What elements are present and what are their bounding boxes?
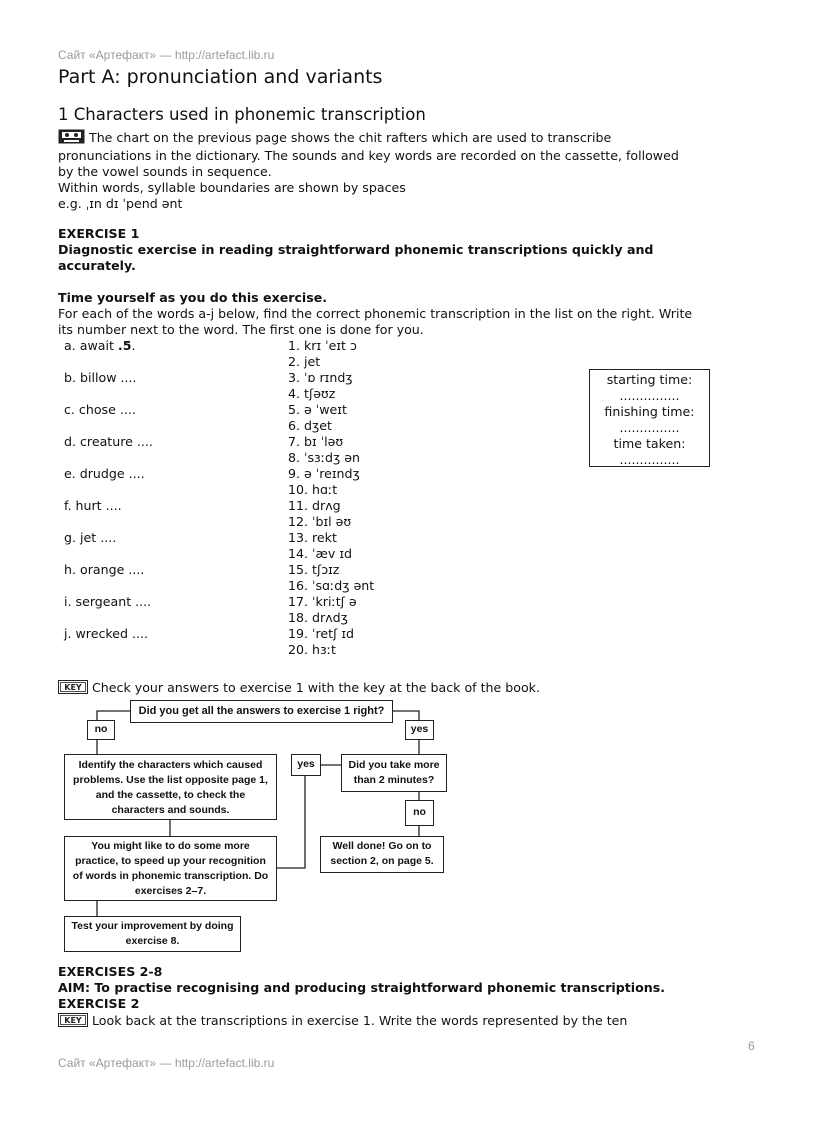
flowchart-yes: yes	[405, 720, 434, 740]
list-item: d. creature ....	[64, 434, 153, 449]
exercise1-aim-2: accurately.	[58, 258, 136, 273]
exercises-2-8-block	[58, 964, 778, 1031]
list-item: 20. hɜːt	[288, 642, 336, 657]
list-item: g. jet ....	[64, 530, 117, 545]
list-item: 4. tʃəʊz	[288, 386, 336, 401]
intro-line-1: The chart on the previous page shows the chit rafters which are used to transcribe	[89, 130, 612, 145]
flowchart-question: Did you get all the answers to exercise 1 right?	[130, 700, 393, 723]
list-item: 5. ə ˈweɪt	[288, 402, 347, 417]
exercise2-heading: EXERCISE 2	[58, 996, 140, 1011]
flowchart-no-2: no	[405, 800, 434, 826]
list-item: 13. rekt	[288, 530, 337, 545]
list-item: 18. drʌdʒ	[288, 610, 348, 625]
starting-time-field: ...............	[619, 388, 680, 403]
list-item: 10. hɑːt	[288, 482, 338, 497]
key-icon	[58, 1013, 88, 1031]
site-header: Сайт «Артефакт» — http://artefact.lib.ru	[58, 48, 275, 62]
svg-text:KEY: KEY	[64, 683, 82, 692]
page-number: 6	[748, 1039, 755, 1053]
section-title: 1 Characters used in phonemic transcription	[58, 105, 426, 124]
starting-time-label: starting time:	[606, 372, 693, 387]
flowchart-yes-2: yes	[291, 754, 321, 776]
exercise1-aim-1: Diagnostic exercise in reading straightforward phonemic transcriptions quickly and	[58, 242, 654, 257]
flowchart-no: no	[87, 720, 115, 740]
svg-text:KEY: KEY	[64, 1016, 82, 1025]
time-taken-field: ...............	[619, 452, 680, 467]
list-item: i. sergeant ....	[64, 594, 152, 609]
list-item: 12. ˈbɪl əʊ	[288, 514, 352, 529]
list-item: 6. dʒet	[288, 418, 332, 433]
intro-line-3: by the vowel sounds in sequence.	[58, 164, 272, 179]
list-item: h. orange ....	[64, 562, 145, 577]
flowchart-practice: You might like to do some more practice, to speed up your recognition of words in phonemic transcription. Do exercises 2–7.	[64, 836, 277, 901]
intro-line-2: pronunciations in the dictionary. The sounds and key words are recorded on the cassette, followed	[58, 148, 679, 163]
intro-line-4: Within words, syllable boundaries are shown by spaces	[58, 180, 406, 195]
list-item: 14. ˈæv ɪd	[288, 546, 352, 561]
finishing-time-field: ...............	[619, 420, 680, 435]
list-item: 11. drʌg	[288, 498, 341, 513]
list-item: b. billow ....	[64, 370, 137, 385]
exercise1-heading: EXERCISE 1	[58, 226, 140, 241]
instruction-line-1: For each of the words a-j below, find the correct phonemic transcription in the list on the right. Write	[58, 306, 693, 321]
list-item: 15. tʃɔɪz	[288, 562, 340, 577]
flowchart-identify: Identify the characters which caused problems. Use the list opposite page 1, and the cassette, to check the characters and sounds.	[64, 754, 277, 820]
flowchart-test: Test your improvement by doing exercise 8.	[64, 916, 241, 952]
intro-line-5: e.g. ˌɪn dɪ ˈpend ənt	[58, 196, 183, 211]
flowchart-well-done: Well done! Go on to section 2, on page 5.	[320, 836, 444, 873]
exercises-2-8-aim: AIM: To practise recognising and producing straightforward phonemic transcriptions.	[58, 980, 665, 995]
exercises-2-8-heading: EXERCISES 2-8	[58, 964, 163, 979]
list-item: 2. jet	[288, 354, 321, 369]
finishing-time-label: finishing time:	[604, 404, 695, 419]
part-title: Part A: pronunciation and variants	[58, 66, 383, 88]
list-item: 7. bɪ ˈləʊ	[288, 434, 344, 449]
flowchart-did-you-take: Did you take more than 2 minutes?	[341, 754, 447, 792]
list-item: 17. ˈkriːtʃ ə	[288, 594, 357, 609]
list-item: 16. ˈsɑːdʒ ənt	[288, 578, 375, 593]
site-footer: Сайт «Артефакт» — http://artefact.lib.ru	[58, 1056, 275, 1070]
time-taken-label: time taken:	[613, 436, 686, 451]
time-instruction: Time yourself as you do this exercise.	[58, 290, 328, 305]
list-item: c. chose ....	[64, 402, 136, 417]
list-item: a. await .5.	[64, 338, 136, 353]
list-item: 19. ˈretʃ ɪd	[288, 626, 354, 641]
instruction-line-2: its number next to the word. The first one is done for you.	[58, 322, 424, 337]
list-item: 9. ə ˈreɪndʒ	[288, 466, 360, 481]
exercise2-text: Look back at the transcriptions in exercise 1. Write the words represented by the ten	[92, 1013, 628, 1028]
list-item: f. hurt ....	[64, 498, 122, 513]
list-item: 8. ˈsɜːdʒ ən	[288, 450, 360, 465]
list-item: e. drudge ....	[64, 466, 145, 481]
key-line-text: Check your answers to exercise 1 with the key at the back of the book.	[92, 680, 540, 695]
list-item: 3. ˈɒ rɪndʒ	[288, 370, 353, 385]
list-item: 1. krɪ ˈeɪt ɔ	[288, 338, 357, 353]
list-item: j. wrecked ....	[64, 626, 148, 641]
